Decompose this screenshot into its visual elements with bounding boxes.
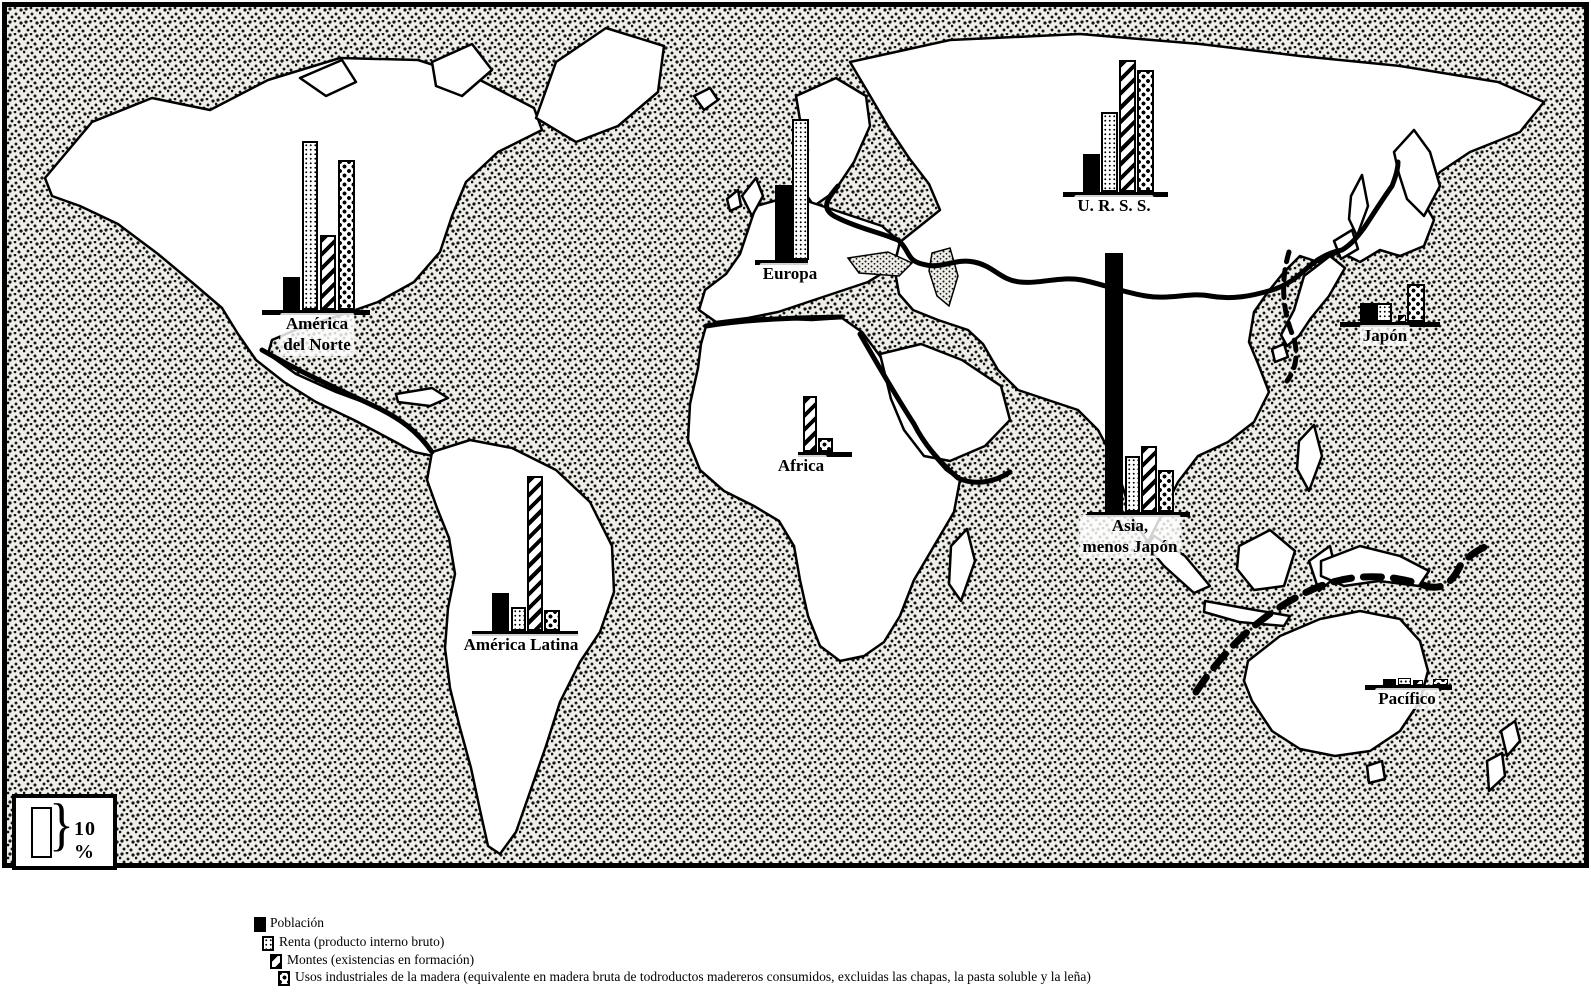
legend-swatch-montes-icon (270, 954, 282, 969)
island-new-zealand-north (1501, 721, 1520, 756)
bar-japon-poblacion (1360, 303, 1376, 322)
region-label-africa: Africa (775, 455, 827, 476)
legend-label-usos: Usos industriales de la madera (equivalente en madera bruta de todroductos madereros consumidos, excluidas las chapas, la pasta soluble y la leña) (295, 969, 1091, 984)
bar-norteamerica-usos (338, 160, 355, 310)
bar-latinoamerica-renta (511, 607, 526, 631)
island-greenland (536, 28, 664, 142)
bar-japon-renta (1376, 303, 1392, 322)
scale-label: 10 % (74, 818, 96, 863)
bar-latinoamerica-usos (544, 610, 560, 631)
bar-europa-renta (792, 119, 809, 260)
bar-europa-poblacion (775, 185, 792, 260)
bar-urss-usos (1137, 70, 1154, 192)
island-philippines (1297, 425, 1322, 491)
legend-label-poblacion: Población (270, 915, 324, 930)
region-label-norteamerica: América del Norte (280, 313, 354, 356)
bar-urss-montes (1119, 60, 1136, 192)
bar-africa-montes (803, 396, 817, 452)
island-borneo (1237, 530, 1295, 590)
bar-latinoamerica-montes (527, 476, 543, 631)
region-label-latinoamerica: América Latina (461, 634, 582, 655)
bar-urss-renta (1101, 112, 1118, 192)
bar-asia-usos (1158, 470, 1174, 512)
island-madagascar (949, 529, 975, 601)
region-label-asia: Asia, menos Japón (1080, 515, 1181, 558)
island-new-zealand-south (1487, 753, 1505, 791)
bar-africa-usos (818, 438, 833, 452)
bar-asia-renta (1125, 456, 1140, 512)
island-ireland (727, 190, 741, 211)
legend-swatch-poblacion-icon (254, 917, 266, 932)
bar-japon-montes (1398, 315, 1406, 322)
bar-japon-usos (1407, 284, 1425, 322)
island-japan-kyushu (1272, 344, 1288, 362)
bar-asia-poblacion (1105, 253, 1123, 512)
region-label-urss: U. R. S. S. (1074, 195, 1153, 216)
island-tasmania (1367, 761, 1385, 783)
bar-pacifico-renta (1398, 678, 1411, 685)
region-label-europa: Europa (760, 263, 821, 284)
continent-north-america (45, 58, 542, 456)
island-iceland (694, 88, 718, 110)
bar-asia-montes (1141, 446, 1157, 512)
bar-norteamerica-montes (320, 235, 336, 310)
legend-swatch-usos-icon (278, 971, 290, 986)
region-label-japon: Japón (1360, 325, 1410, 346)
bar-latinoamerica-poblacion (492, 593, 509, 631)
legend-label-renta: Renta (producto interno bruto) (279, 934, 445, 949)
scale-reference-box (12, 794, 117, 870)
legend-swatch-renta-icon (262, 936, 274, 951)
scale-brace-glyph: } (49, 793, 74, 857)
legend-label-montes: Montes (existencias en formación) (287, 952, 475, 967)
island-cuba (396, 388, 448, 406)
bar-norteamerica-renta (302, 141, 318, 310)
region-label-pacifico: Pacífico (1375, 688, 1439, 709)
island-java (1204, 601, 1290, 626)
bar-urss-poblacion (1083, 154, 1100, 192)
bar-norteamerica-poblacion (283, 277, 300, 310)
